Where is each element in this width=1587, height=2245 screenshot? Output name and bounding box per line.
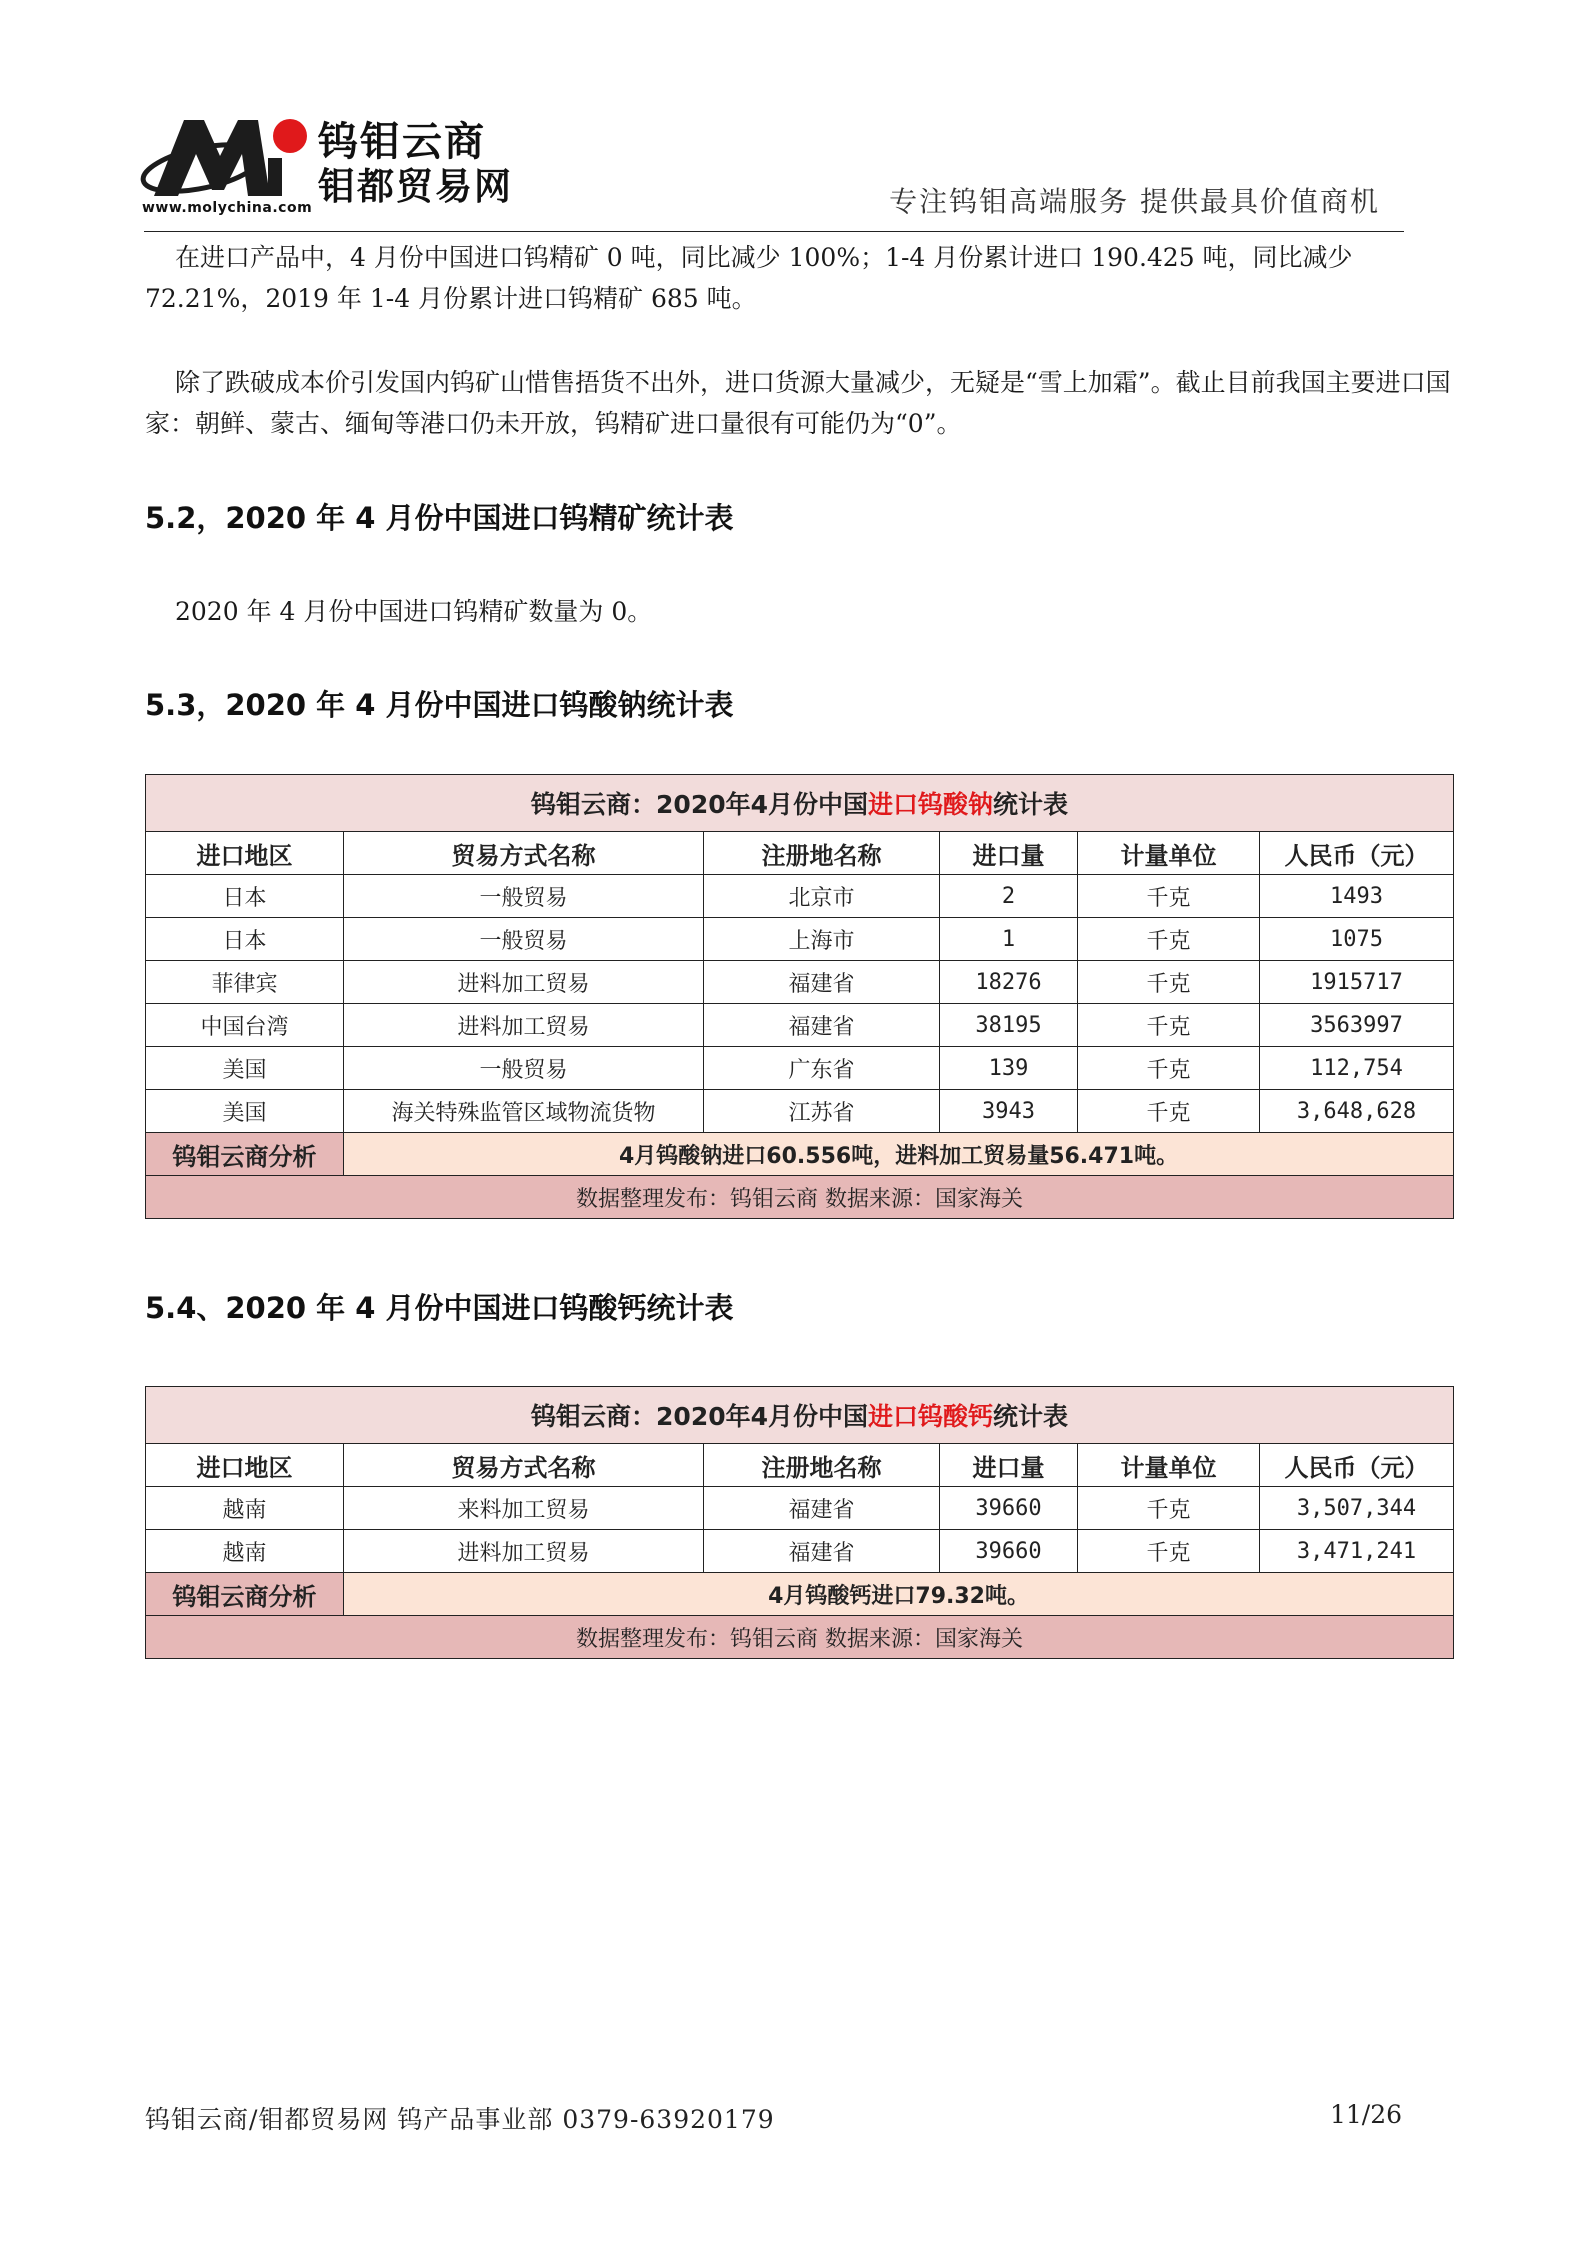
column-header: 人民币（元） [1260, 1444, 1454, 1487]
table-cell: 进料加工贸易 [344, 961, 704, 1004]
column-header: 注册地名称 [704, 832, 940, 875]
section-5-2-heading: 5.2，2020 年 4 月份中国进口钨精矿统计表 [145, 501, 734, 535]
analysis-label: 钨钼云商分析 [146, 1573, 344, 1616]
table-cell: 广东省 [704, 1047, 940, 1090]
table-cell: 千克 [1078, 1047, 1260, 1090]
table-cell: 海关特殊监管区域物流货物 [344, 1090, 704, 1133]
logo-mark-icon [140, 110, 320, 202]
table-cell: 1915717 [1260, 961, 1454, 1004]
table-cell: 千克 [1078, 961, 1260, 1004]
data-source-note: 数据整理发布：钨钼云商 数据来源：国家海关 [146, 1176, 1454, 1219]
logo-subtitle: 钼都贸易网 [318, 165, 513, 208]
column-header: 计量单位 [1078, 832, 1260, 875]
table-row [146, 1090, 1454, 1133]
table-cell: 3943 [940, 1090, 1078, 1133]
table-cell: 千克 [1078, 918, 1260, 961]
table-cell: 139 [940, 1047, 1078, 1090]
column-header: 进口量 [940, 832, 1078, 875]
table-cell: 112,754 [1260, 1047, 1454, 1090]
table-cell: 福建省 [704, 1004, 940, 1047]
table-title-row [146, 775, 1454, 832]
column-header: 贸易方式名称 [344, 832, 704, 875]
table-row [146, 1004, 1454, 1047]
table-header-row [146, 832, 1454, 875]
table-cell: 3563997 [1260, 1004, 1454, 1047]
table-cell: 39660 [940, 1487, 1078, 1530]
header-divider [144, 231, 1404, 232]
column-header: 贸易方式名称 [344, 1444, 704, 1487]
column-header: 计量单位 [1078, 1444, 1260, 1487]
table-cell: 越南 [146, 1530, 344, 1573]
table-cell: 越南 [146, 1487, 344, 1530]
table-title-highlight: 进口钨酸钠 [868, 790, 994, 819]
table-cell: 菲律宾 [146, 961, 344, 1004]
table-cell: 3,648,628 [1260, 1090, 1454, 1133]
column-header: 注册地名称 [704, 1444, 940, 1487]
analysis-text: 4月钨酸钠进口60.556吨，进料加工贸易量56.471吨。 [344, 1133, 1454, 1176]
table-cell: 一般贸易 [344, 1047, 704, 1090]
table-cell: 江苏省 [704, 1090, 940, 1133]
table-cell: 千克 [1078, 1530, 1260, 1573]
table-cell: 1493 [1260, 875, 1454, 918]
table-source-row [146, 1616, 1454, 1659]
table-cell: 日本 [146, 918, 344, 961]
logo-url: www.molychina.com [142, 200, 313, 216]
sodium-tungstate-table [145, 774, 1454, 1219]
table-cell: 1 [940, 918, 1078, 961]
table-cell: 进料加工贸易 [344, 1004, 704, 1047]
table-cell: 1075 [1260, 918, 1454, 961]
table-cell: 2 [940, 875, 1078, 918]
data-source-note: 数据整理发布：钨钼云商 数据来源：国家海关 [146, 1616, 1454, 1659]
table-cell: 一般贸易 [344, 875, 704, 918]
table-row [146, 961, 1454, 1004]
header-tagline: 专注钨钼高端服务 提供最具价值商机 [889, 185, 1380, 218]
page-number: 11/26 [1330, 2100, 1403, 2129]
section-5-4-heading: 5.4、2020 年 4 月份中国进口钨酸钙统计表 [145, 1291, 734, 1325]
calcium-tungstate-table [145, 1386, 1454, 1659]
section-5-3-heading: 5.3，2020 年 4 月份中国进口钨酸钠统计表 [145, 688, 734, 722]
column-header: 进口量 [940, 1444, 1078, 1487]
table-cell: 3,507,344 [1260, 1487, 1454, 1530]
table-cell: 39660 [940, 1530, 1078, 1573]
table-analysis-row [146, 1133, 1454, 1176]
section-5-2-text: 2020 年 4 月份中国进口钨精矿数量为 0。 [175, 597, 653, 626]
table-row [146, 1530, 1454, 1573]
table-cell: 一般贸易 [344, 918, 704, 961]
table-cell: 3,471,241 [1260, 1530, 1454, 1573]
table-cell: 日本 [146, 875, 344, 918]
table-cell: 18276 [940, 961, 1078, 1004]
table-source-row [146, 1176, 1454, 1219]
column-header: 进口地区 [146, 1444, 344, 1487]
table-title-row [146, 1387, 1454, 1444]
table-row [146, 875, 1454, 918]
table-cell: 千克 [1078, 1487, 1260, 1530]
table-cell: 福建省 [704, 1487, 940, 1530]
table-cell: 中国台湾 [146, 1004, 344, 1047]
column-header: 进口地区 [146, 832, 344, 875]
table-row [146, 918, 1454, 961]
table-cell: 千克 [1078, 1090, 1260, 1133]
table-cell: 上海市 [704, 918, 940, 961]
table-cell: 福建省 [704, 961, 940, 1004]
table-title: 钨钼云商：2020年4月份中国进口钨酸钠统计表 [146, 775, 1454, 832]
table-title: 钨钼云商：2020年4月份中国进口钨酸钙统计表 [146, 1387, 1454, 1444]
column-header: 人民币（元） [1260, 832, 1454, 875]
table-row [146, 1487, 1454, 1530]
table-cell: 千克 [1078, 1004, 1260, 1047]
table-cell: 福建省 [704, 1530, 940, 1573]
analysis-text: 4月钨酸钙进口79.32吨。 [344, 1573, 1454, 1616]
table-cell: 千克 [1078, 875, 1260, 918]
paragraph-import-summary: 在进口产品中，4 月份中国进口钨精矿 0 吨，同比减少 100%；1-4 月份累计进口 190.425 吨，同比减少72.21%，2019 年 1-4 月份累计进口钨精矿 685 吨。 [145, 243, 1353, 313]
analysis-label: 钨钼云商分析 [146, 1133, 344, 1176]
table-title-highlight: 进口钨酸钙 [868, 1402, 994, 1431]
table-cell: 北京市 [704, 875, 940, 918]
table-cell: 美国 [146, 1047, 344, 1090]
paragraph-supply-analysis: 除了跌破成本价引发国内钨矿山惜售捂货不出外，进口货源大量减少，无疑是“雪上加霜”。截止目前我国主要进口国家：朝鲜、蒙古、缅甸等港口仍未开放，钨精矿进口量很有可能仍为“0”。 [145, 368, 1451, 438]
table-cell: 来料加工贸易 [344, 1487, 704, 1530]
table-cell: 进料加工贸易 [344, 1530, 704, 1573]
logo-title: 钨钼云商 [318, 119, 486, 165]
table-row [146, 1047, 1454, 1090]
table-header-row [146, 1444, 1454, 1487]
table-cell: 38195 [940, 1004, 1078, 1047]
table-analysis-row [146, 1573, 1454, 1616]
footer-contact: 钨钼云商/钼都贸易网 钨产品事业部 0379-63920179 [145, 2105, 775, 2134]
table-cell: 美国 [146, 1090, 344, 1133]
company-logo [140, 110, 513, 216]
